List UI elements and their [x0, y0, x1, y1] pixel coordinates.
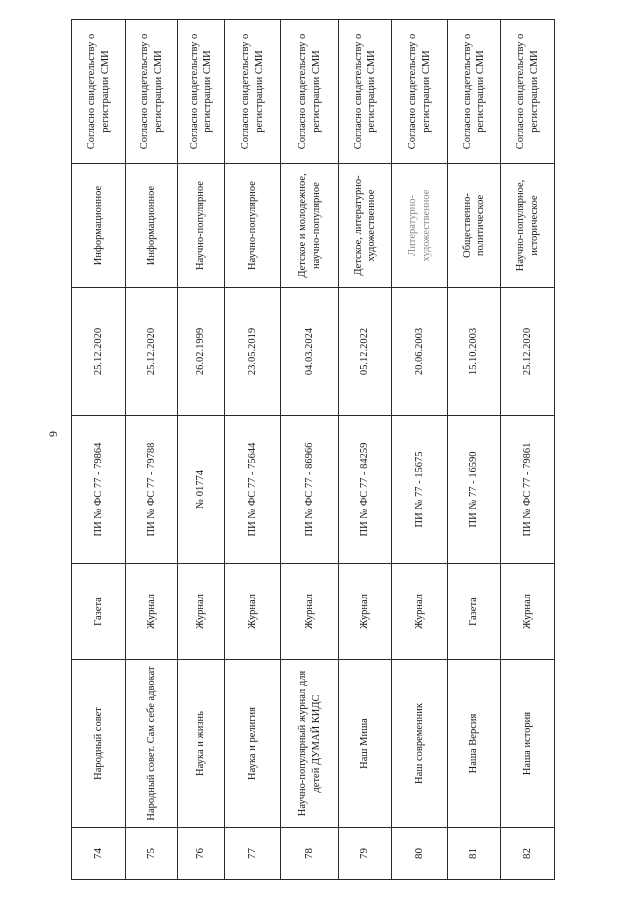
registration-date: 04.03.2024 — [281, 288, 339, 416]
specialization: Детское и молодежное, научно-популярное — [281, 164, 339, 288]
publication-name: Наш Миша — [339, 660, 392, 828]
specialization: Научно-популярное — [225, 164, 281, 288]
row-number: 80 — [392, 828, 448, 880]
registration-date: 25.12.2020 — [126, 288, 178, 416]
registration-number: ПИ № 77 - 16590 — [448, 416, 501, 564]
specialization: Научно-популярное, историческое — [501, 164, 555, 288]
specialization: Литературно-художественное — [392, 164, 448, 288]
registration-date: 26.02.1999 — [178, 288, 225, 416]
note: Согласно свидетельству о регистрации СМИ — [339, 20, 392, 164]
registration-number: ПИ № ФС 77 - 75644 — [225, 416, 281, 564]
publication-form: Журнал — [392, 564, 448, 660]
specialization: Научно-популярное — [178, 164, 225, 288]
publication-form: Газета — [72, 564, 126, 660]
registration-number: ПИ № ФС 77 - 79788 — [126, 416, 178, 564]
table-row — [225, 20, 281, 880]
note: Согласно свидетельству о регистрации СМИ — [448, 20, 501, 164]
publication-name: Наука и религия — [225, 660, 281, 828]
table-row — [126, 20, 178, 880]
note: Согласно свидетельству о регистрации СМИ — [126, 20, 178, 164]
table-row — [72, 20, 126, 880]
publication-name: Наша история — [501, 660, 555, 828]
media-registry-table-wrapper — [71, 20, 554, 880]
table-row — [178, 20, 225, 880]
publication-form: Журнал — [126, 564, 178, 660]
publication-form: Газета — [448, 564, 501, 660]
registration-number: № 01774 — [178, 416, 225, 564]
row-number: 81 — [448, 828, 501, 880]
row-number: 76 — [178, 828, 225, 880]
registration-number: ПИ № ФС 77 - 79861 — [501, 416, 555, 564]
note: Согласно свидетельству о регистрации СМИ — [178, 20, 225, 164]
publication-name: Наша Версия — [448, 660, 501, 828]
note: Согласно свидетельству о регистрации СМИ — [72, 20, 126, 164]
publication-name: Наука и жизнь — [178, 660, 225, 828]
row-number: 75 — [126, 828, 178, 880]
row-number: 82 — [501, 828, 555, 880]
media-registry-table — [71, 19, 555, 880]
specialization: Информационное — [126, 164, 178, 288]
row-number: 77 — [225, 828, 281, 880]
publication-form: Журнал — [178, 564, 225, 660]
registration-date: 25.12.2020 — [501, 288, 555, 416]
publication-name: Народный совет. Сам себе адвокат — [126, 660, 178, 828]
specialization: Детское, литературно-художественное — [339, 164, 392, 288]
registration-date: 25.12.2020 — [72, 288, 126, 416]
table-row — [392, 20, 448, 880]
note: Согласно свидетельству о регистрации СМИ — [501, 20, 555, 164]
table-row — [448, 20, 501, 880]
row-number: 74 — [72, 828, 126, 880]
row-number: 78 — [281, 828, 339, 880]
publication-form: Журнал — [225, 564, 281, 660]
note: Согласно свидетельству о регистрации СМИ — [225, 20, 281, 164]
registration-date: 23.05.2019 — [225, 288, 281, 416]
table-row — [281, 20, 339, 880]
publication-name: Наш современник — [392, 660, 448, 828]
note: Согласно свидетельству о регистрации СМИ — [281, 20, 339, 164]
note: Согласно свидетельству о регистрации СМИ — [392, 20, 448, 164]
registration-date: 20.06.2003 — [392, 288, 448, 416]
page-number: 9 — [45, 431, 60, 437]
publication-name: Народный совет — [72, 660, 126, 828]
table-row — [501, 20, 555, 880]
publication-form: Журнал — [501, 564, 555, 660]
registration-number: ПИ № 77 - 15675 — [392, 416, 448, 564]
specialization: Общественно-политическое — [448, 164, 501, 288]
registration-number: ПИ № ФС 77 - 84259 — [339, 416, 392, 564]
specialization: Информационное — [72, 164, 126, 288]
registration-date: 15.10.2003 — [448, 288, 501, 416]
registration-date: 05.12.2022 — [339, 288, 392, 416]
publication-form: Журнал — [339, 564, 392, 660]
registration-number: ПИ № ФС 77 - 86966 — [281, 416, 339, 564]
registration-number: ПИ № ФС 77 - 79864 — [72, 416, 126, 564]
publication-form: Журнал — [281, 564, 339, 660]
row-number: 79 — [339, 828, 392, 880]
table-row — [339, 20, 392, 880]
publication-name: Научно-популярный журнал для детей ДУМАЙ КИДС — [281, 660, 339, 828]
